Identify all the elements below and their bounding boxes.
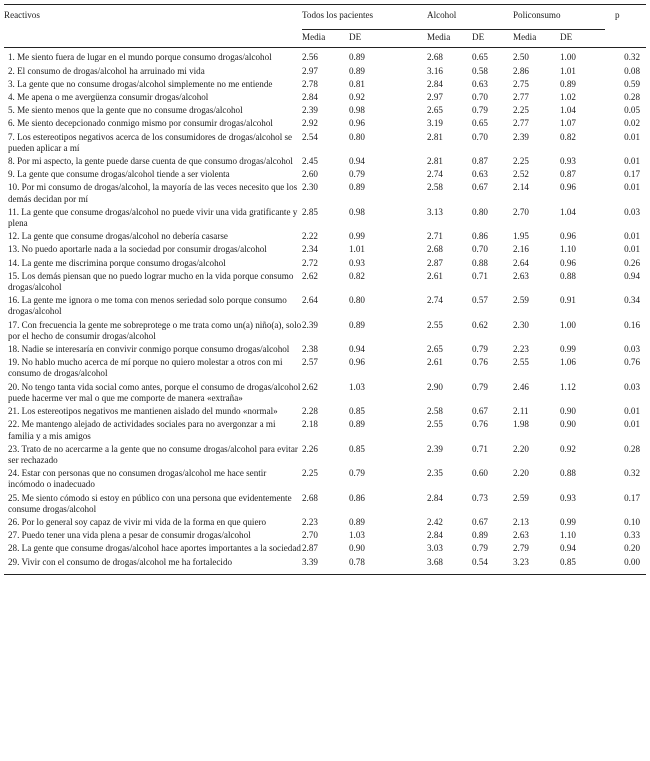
row-item-text: 20. No tengo tanta vida social como antes, porque el consumo de drogas/alcohol puede hacerme ver mal o que me comporte de manera «extraña» [8,381,301,403]
row-value-pd: 0.94 [560,543,576,554]
row-item-text: 25. Me siento cómodo si estoy en público con una persona que evidentemente consume drogas/alcohol [8,492,292,514]
header-alcohol [427,5,513,30]
row-value-tm: 2.57 [302,357,318,368]
row-value-tm: 3.39 [302,557,349,575]
row-value-pd: 1.10 [560,530,576,541]
table-row [4,382,646,406]
row-value-am: 2.55 [427,419,443,430]
row-value-ad: 0.70 [472,92,488,103]
table-row [4,295,646,319]
row-value-am: 2.35 [427,468,443,479]
row-value-ad: 0.54 [472,557,513,575]
table-row [4,169,646,182]
row-value-pd: 0.82 [560,131,576,142]
table-row [4,530,646,543]
row-value-tm: 2.60 [302,169,318,180]
row-value-pd: 0.96 [560,257,576,268]
row-value-pd: 0.88 [560,468,576,479]
row-value-pm: 2.11 [513,406,529,417]
row-item-text: 26. Por lo general soy capaz de vivir mi vida de la forma en que quiero [8,516,267,527]
row-value-tm: 2.68 [302,492,318,503]
row-value-p: 0.00 [605,557,646,575]
table-row [4,468,646,492]
row-value-tm: 2.85 [302,206,318,217]
table-row [4,258,646,271]
row-value-pm: 2.16 [513,244,529,255]
row-value-ad: 0.67 [472,406,488,417]
table-row [4,92,646,105]
row-value-p: 0.03 [624,206,640,217]
row-value-am: 3.68 [427,557,472,575]
row-value-td: 0.79 [349,468,365,479]
row-value-am: 2.81 [427,131,443,142]
row-value-am: 2.74 [427,169,443,180]
row-value-td: 0.78 [349,557,427,575]
header-reactivos: Reactivos [4,5,302,30]
row-value-pd: 1.06 [560,357,576,368]
row-value-p: 0.01 [624,419,640,430]
row-value-ad: 0.71 [472,270,488,281]
row-item-text: 4. Me apena o me avergüenza consumir drogas/alcohol [8,92,209,103]
table-row [4,444,646,468]
row-value-td: 0.81 [349,78,365,89]
row-value-pm: 2.63 [513,530,529,541]
row-item-text: 7. Los estereotipos negativos acerca de los consumidores de drogas/alcohol se pueden aplicar a mí [8,131,293,153]
row-value-pd: 0.99 [560,344,576,355]
row-value-pm: 2.25 [513,156,529,167]
row-item-text: 10. Por mi consumo de drogas/alcohol, la mayoría de las veces necesito que los demás decidan por mí [8,182,298,204]
row-value-ad: 0.70 [472,131,488,142]
row-value-p: 0.01 [624,156,640,167]
row-item-text: 19. No hablo mucho acerca de mí porque no quiero molestar a otros con mi consumo de drogas/alcohol [8,357,283,379]
row-value-tm: 2.45 [302,156,318,167]
row-value-tm: 2.39 [302,319,318,330]
row-value-tm: 2.54 [302,131,318,142]
row-value-pd: 0.89 [560,78,576,89]
row-item-text: 15. Los demás piensan que no puedo lograr mucho en la vida porque consumo drogas/alcohol [8,270,294,293]
row-value-pm: 2.59 [513,295,529,306]
row-value-pm: 2.79 [513,543,529,554]
header-row-stats [4,30,646,48]
row-value-ad: 0.67 [472,516,488,527]
row-value-ad: 0.57 [472,295,488,306]
table-row [4,79,646,92]
row-value-pm: 2.77 [513,92,529,103]
row-value-ad: 0.79 [472,344,488,355]
row-value-p: 0.33 [624,530,640,541]
row-value-tm: 2.56 [302,52,318,63]
row-value-ad: 0.89 [472,530,488,541]
row-item-text: 3. La gente que no consume drogas/alcohol simplemente no me entiende [8,78,273,89]
row-value-td: 0.98 [349,206,365,217]
row-value-p: 0.94 [624,270,640,281]
row-value-am: 2.55 [427,319,443,330]
row-value-p: 0.17 [624,169,640,180]
row-value-am: 2.58 [427,182,443,193]
row-value-am: 3.13 [427,206,443,217]
row-value-td: 0.89 [349,319,365,330]
row-item-text: 21. Los estereotipos negativos me mantienen aislado del mundo «normal» [8,406,278,417]
row-item-text: 18. Nadie se interesaría en convivir conmigo porque consumo drogas/alcohol [8,344,290,355]
row-value-pm: 2.13 [513,516,529,527]
header-media-todos: Media [302,30,349,48]
row-value-am: 2.90 [427,381,443,392]
row-value-td: 0.89 [349,52,365,63]
row-item-text: 11. La gente que consume drogas/alcohol no puede vivir una vida gratificante y plena [8,206,298,229]
row-value-pm: 2.70 [513,206,529,217]
row-value-p: 0.08 [624,65,640,76]
row-value-p: 0.20 [624,543,640,554]
row-value-ad: 0.76 [472,357,488,368]
row-value-pd: 0.93 [560,492,576,503]
row-value-p: 0.01 [624,131,640,142]
row-value-ad: 0.60 [472,468,488,479]
header-p: p [605,5,646,30]
row-value-am: 2.61 [427,270,443,281]
row-value-ad: 0.58 [472,65,488,76]
row-value-p: 0.16 [624,319,640,330]
row-value-pm: 2.25 [513,105,529,116]
row-value-pd: 1.01 [560,65,576,76]
row-value-pm: 2.59 [513,492,529,503]
row-value-pm: 2.39 [513,131,529,142]
table-row [4,271,646,295]
row-item-text: 9. La gente que consume drogas/alcohol tiende a ser violenta [8,169,230,180]
row-value-tm: 2.97 [302,65,318,76]
table-row [4,344,646,357]
row-value-pd: 1.04 [560,105,576,116]
row-value-p: 0.76 [624,357,640,368]
row-value-tm: 2.30 [302,182,318,193]
row-value-pm: 2.77 [513,118,529,129]
row-value-pd: 1.07 [560,118,576,129]
row-value-p: 0.05 [624,105,640,116]
row-value-pd: 0.96 [560,182,576,193]
row-value-tm: 2.87 [302,543,318,554]
row-value-am: 2.58 [427,406,443,417]
row-value-td: 0.79 [349,169,365,180]
row-value-td: 1.03 [349,530,365,541]
row-item-text: 29. Vivir con el consumo de drogas/alcohol me ha fortalecido [4,557,302,575]
row-value-pm: 2.23 [513,344,529,355]
row-value-td: 0.86 [349,492,365,503]
row-value-ad: 0.79 [472,543,488,554]
row-value-p: 0.28 [624,443,640,454]
row-value-tm: 2.64 [302,295,318,306]
row-value-am: 3.16 [427,65,443,76]
row-value-tm: 2.25 [302,468,318,479]
row-value-tm: 2.28 [302,406,318,417]
table-row [4,182,646,206]
header-de-poli: DE [560,30,605,48]
header-de-todos: DE [349,30,427,48]
row-value-pd: 0.93 [560,156,576,167]
row-value-td: 0.96 [349,357,365,368]
row-item-text: 12. La gente que consume drogas/alcohol no debería casarse [8,231,228,242]
row-value-p: 0.02 [624,118,640,129]
row-value-tm: 2.70 [302,530,318,541]
row-value-tm: 2.34 [302,244,318,255]
row-value-td: 0.92 [349,92,365,103]
row-value-ad: 0.76 [472,419,488,430]
table-row [4,419,646,443]
row-value-p: 0.01 [624,244,640,255]
table-row [4,66,646,79]
table-row [4,320,646,344]
row-value-pm: 2.64 [513,257,529,268]
row-value-pd: 1.00 [560,52,576,63]
row-value-ad: 0.79 [472,381,488,392]
table-row [4,207,646,231]
row-item-text: 13. No puedo aportarle nada a la sociedad por consumir drogas/alcohol [8,244,267,255]
row-value-pd: 0.87 [560,169,576,180]
row-value-am: 3.19 [427,118,443,129]
row-value-am: 2.97 [427,92,443,103]
row-value-td: 0.93 [349,257,365,268]
row-value-td: 0.98 [349,105,365,116]
row-value-tm: 2.72 [302,257,318,268]
table-row [4,48,646,66]
table-row [4,231,646,244]
row-value-pm: 1.95 [513,231,529,242]
row-item-text: 27. Puedo tener una vida plena a pesar de consumir drogas/alcohol [8,530,251,541]
header-row-groups [4,5,646,30]
row-value-pm: 2.46 [513,381,529,392]
row-value-pd: 0.90 [560,419,576,430]
row-value-p: 0.10 [624,516,640,527]
row-value-pm: 2.20 [513,443,529,454]
row-item-text: 22. Me mantengo alejado de actividades sociales para no avergonzar a mi familia y a mis amigos [8,419,276,441]
row-value-p: 0.26 [624,257,640,268]
row-value-td: 0.89 [349,419,365,430]
row-value-td: 0.94 [349,344,365,355]
row-value-pm: 2.52 [513,169,529,180]
row-item-text: 17. Con frecuencia la gente me sobreprotege o me trata como un(a) niño(a), solo por el hecho de consumir drogas/alcohol [8,319,302,341]
row-value-p: 0.03 [624,381,640,392]
row-item-text: 5. Me siento menos que la gente que no consume drogas/alcohol [8,105,243,116]
row-item-text: 6. Me siento decepcionado conmigo mismo por consumir drogas/alcohol [8,118,273,129]
header-todos-label: Todos los pacientes [302,10,374,20]
row-value-tm: 2.22 [302,231,318,242]
table-body [4,48,646,574]
row-value-pd: 0.85 [560,557,605,575]
row-value-td: 0.80 [349,295,365,306]
row-value-p: 0.34 [624,295,640,306]
row-value-ad: 0.67 [472,182,488,193]
table-row [4,543,646,556]
row-value-tm: 2.23 [302,516,318,527]
row-value-tm: 2.92 [302,118,318,129]
row-value-am: 2.71 [427,231,443,242]
row-value-pm: 2.14 [513,182,529,193]
row-value-p: 0.01 [624,231,640,242]
table-row [4,132,646,156]
row-item-text: 1. Me siento fuera de lugar en el mundo porque consumo drogas/alcohol [8,52,272,63]
row-item-text: 23. Trato de no acercarme a la gente que no consume drogas/alcohol para evitar ser rechazado [8,443,298,465]
row-value-am: 2.84 [427,78,443,89]
row-value-pm: 3.23 [513,557,560,575]
row-value-pd: 0.88 [560,270,576,281]
row-value-ad: 0.63 [472,78,488,89]
row-value-am: 2.61 [427,357,443,368]
table-row [4,105,646,118]
row-value-td: 0.85 [349,443,365,454]
row-value-p: 0.01 [624,182,640,193]
table-row [4,517,646,530]
row-value-am: 2.65 [427,105,443,116]
row-value-am: 2.65 [427,344,443,355]
table-row [4,357,646,381]
row-value-p: 0.03 [624,344,640,355]
row-value-am: 2.74 [427,295,443,306]
row-value-pd: 0.99 [560,516,576,527]
row-value-td: 0.85 [349,406,365,417]
row-value-ad: 0.88 [472,257,488,268]
row-value-tm: 2.62 [302,270,318,281]
row-value-ad: 0.65 [472,52,488,63]
row-value-am: 3.03 [427,543,443,554]
row-value-pd: 1.12 [560,381,576,392]
table-row [4,156,646,169]
header-blank [4,30,302,48]
row-value-am: 2.84 [427,530,443,541]
row-value-td: 0.89 [349,516,365,527]
row-value-pm: 1.98 [513,419,529,430]
row-value-pd: 0.90 [560,406,576,417]
row-value-pd: 1.04 [560,206,576,217]
row-value-am: 2.39 [427,443,443,454]
row-value-pm: 2.30 [513,319,529,330]
row-value-tm: 2.62 [302,381,318,392]
row-value-td: 1.03 [349,381,365,392]
row-value-ad: 0.62 [472,319,488,330]
row-value-tm: 2.84 [302,92,318,103]
row-item-text: 28. La gente que consume drogas/alcohol hace aportes importantes a la sociedad [8,543,301,554]
row-value-am: 2.68 [427,244,443,255]
table-row [4,493,646,517]
row-value-td: 1.01 [349,244,365,255]
row-value-ad: 0.86 [472,231,488,242]
row-value-p: 0.28 [624,92,640,103]
row-value-pd: 0.92 [560,443,576,454]
row-item-text: 8. Por mi aspecto, la gente puede darse cuenta de que consumo drogas/alcohol [8,156,293,167]
table-row [4,557,646,575]
row-value-am: 2.68 [427,52,443,63]
row-value-ad: 0.87 [472,156,488,167]
row-value-tm: 2.78 [302,78,318,89]
row-value-tm: 2.38 [302,344,318,355]
row-item-text: 14. La gente me discrimina porque consumo drogas/alcohol [8,257,226,268]
header-alcohol-label: Alcohol [427,10,457,20]
row-value-tm: 2.26 [302,443,318,454]
row-value-td: 0.89 [349,182,365,193]
header-todos [302,5,427,30]
row-item-text: 2. El consumo de drogas/alcohol ha arruinado mi vida [8,65,205,76]
row-value-p: 0.32 [624,52,640,63]
table-row [4,118,646,131]
row-value-td: 0.80 [349,131,365,142]
row-value-ad: 0.80 [472,206,488,217]
row-value-pm: 2.55 [513,357,529,368]
row-value-ad: 0.73 [472,492,488,503]
header-policonsumo [513,5,605,30]
row-value-td: 0.82 [349,270,365,281]
row-value-p: 0.32 [624,468,640,479]
row-value-ad: 0.71 [472,443,488,454]
row-value-td: 0.90 [349,543,365,554]
row-value-pd: 0.96 [560,231,576,242]
row-value-ad: 0.63 [472,169,488,180]
header-policonsumo-label: Policonsumo [513,10,561,20]
row-value-ad: 0.70 [472,244,488,255]
row-item-text: 16. La gente me ignora o me toma con menos seriedad solo porque consumo drogas/alcohol [8,295,287,317]
row-item-text: 24. Estar con personas que no consumen drogas/alcohol me hace sentir incómodo o inadecuado [8,468,267,490]
row-value-ad: 0.79 [472,105,488,116]
row-value-pd: 1.00 [560,319,576,330]
row-value-pm: 2.86 [513,65,529,76]
row-value-td: 0.99 [349,231,365,242]
row-value-pd: 0.91 [560,295,576,306]
row-value-p: 0.59 [624,78,640,89]
header-media-poli: Media [513,30,560,48]
row-value-pm: 2.50 [513,52,529,63]
header-de-alcohol: DE [472,30,513,48]
row-value-am: 2.87 [427,257,443,268]
row-value-tm: 2.39 [302,105,318,116]
results-table [4,4,646,575]
row-value-pm: 2.63 [513,270,529,281]
row-value-ad: 0.65 [472,118,488,129]
table-row [4,244,646,257]
row-value-pm: 2.75 [513,78,529,89]
row-value-td: 0.89 [349,65,365,76]
row-value-td: 0.96 [349,118,365,129]
row-value-am: 2.84 [427,492,443,503]
row-value-td: 0.94 [349,156,365,167]
row-value-pm: 2.20 [513,468,529,479]
row-value-am: 2.42 [427,516,443,527]
row-value-p: 0.01 [624,406,640,417]
row-value-tm: 2.18 [302,419,318,430]
row-value-pd: 1.10 [560,244,576,255]
table-row [4,406,646,419]
row-value-p: 0.17 [624,492,640,503]
row-value-pd: 1.02 [560,92,576,103]
header-media-alcohol: Media [427,30,472,48]
row-value-am: 2.81 [427,156,443,167]
header-p-blank [605,30,646,48]
